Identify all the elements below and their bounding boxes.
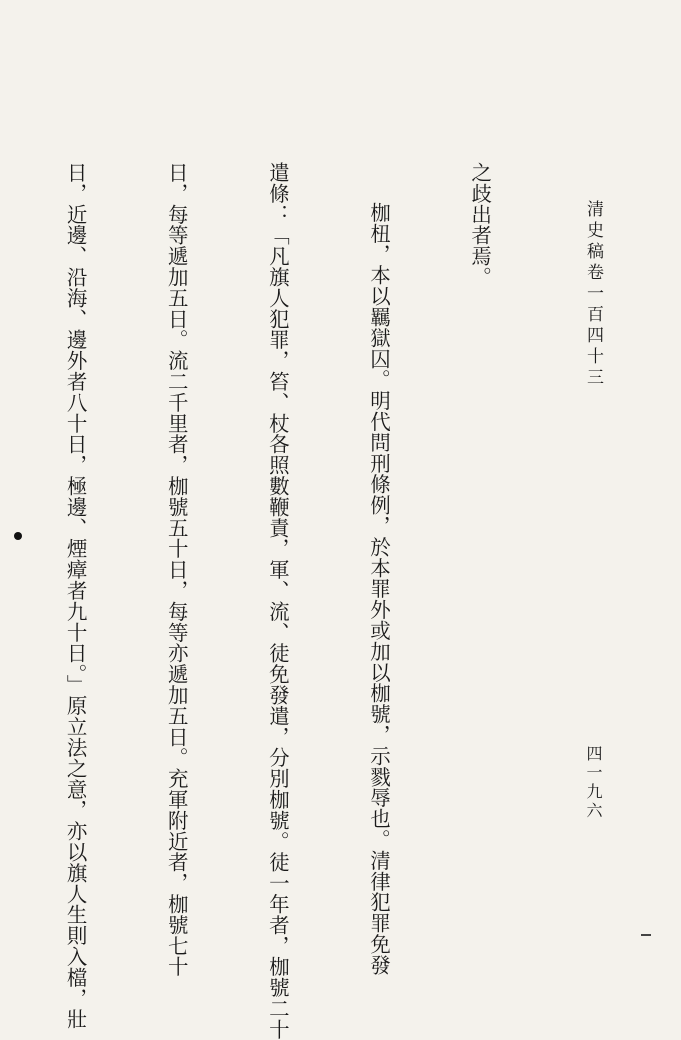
binding-hole-mark bbox=[14, 532, 22, 540]
text-column: 枷杻，本以羈獄囚。明代問刑條例，於本罪外或加以枷號，示戮辱也。清律犯罪免發 bbox=[366, 202, 391, 976]
page-edge-mark bbox=[641, 934, 651, 936]
page-number: 四一九六 bbox=[584, 745, 603, 821]
text-column: 之歧出者焉。 bbox=[467, 162, 492, 288]
running-title: 清史稿卷一百四十三 bbox=[583, 200, 603, 389]
text-column: 日，近邊、沿海、邊外者八十日，極邊、煙瘴者九十日。」原立法之意，亦以旗人生則入檔，壯 bbox=[63, 162, 88, 1030]
text-column: 日，每等遞加五日。流二千里者，枷號五十日，每等亦遞加五日。充軍附近者，枷號七十 bbox=[164, 162, 189, 978]
body-text bbox=[0, 162, 563, 1040]
text-column: 遣條：「凡旗人犯罪，笞、杖各照數鞭責，軍、流、徒免發遣，分別枷號。徒一年者，枷號二十 bbox=[265, 162, 290, 1040]
